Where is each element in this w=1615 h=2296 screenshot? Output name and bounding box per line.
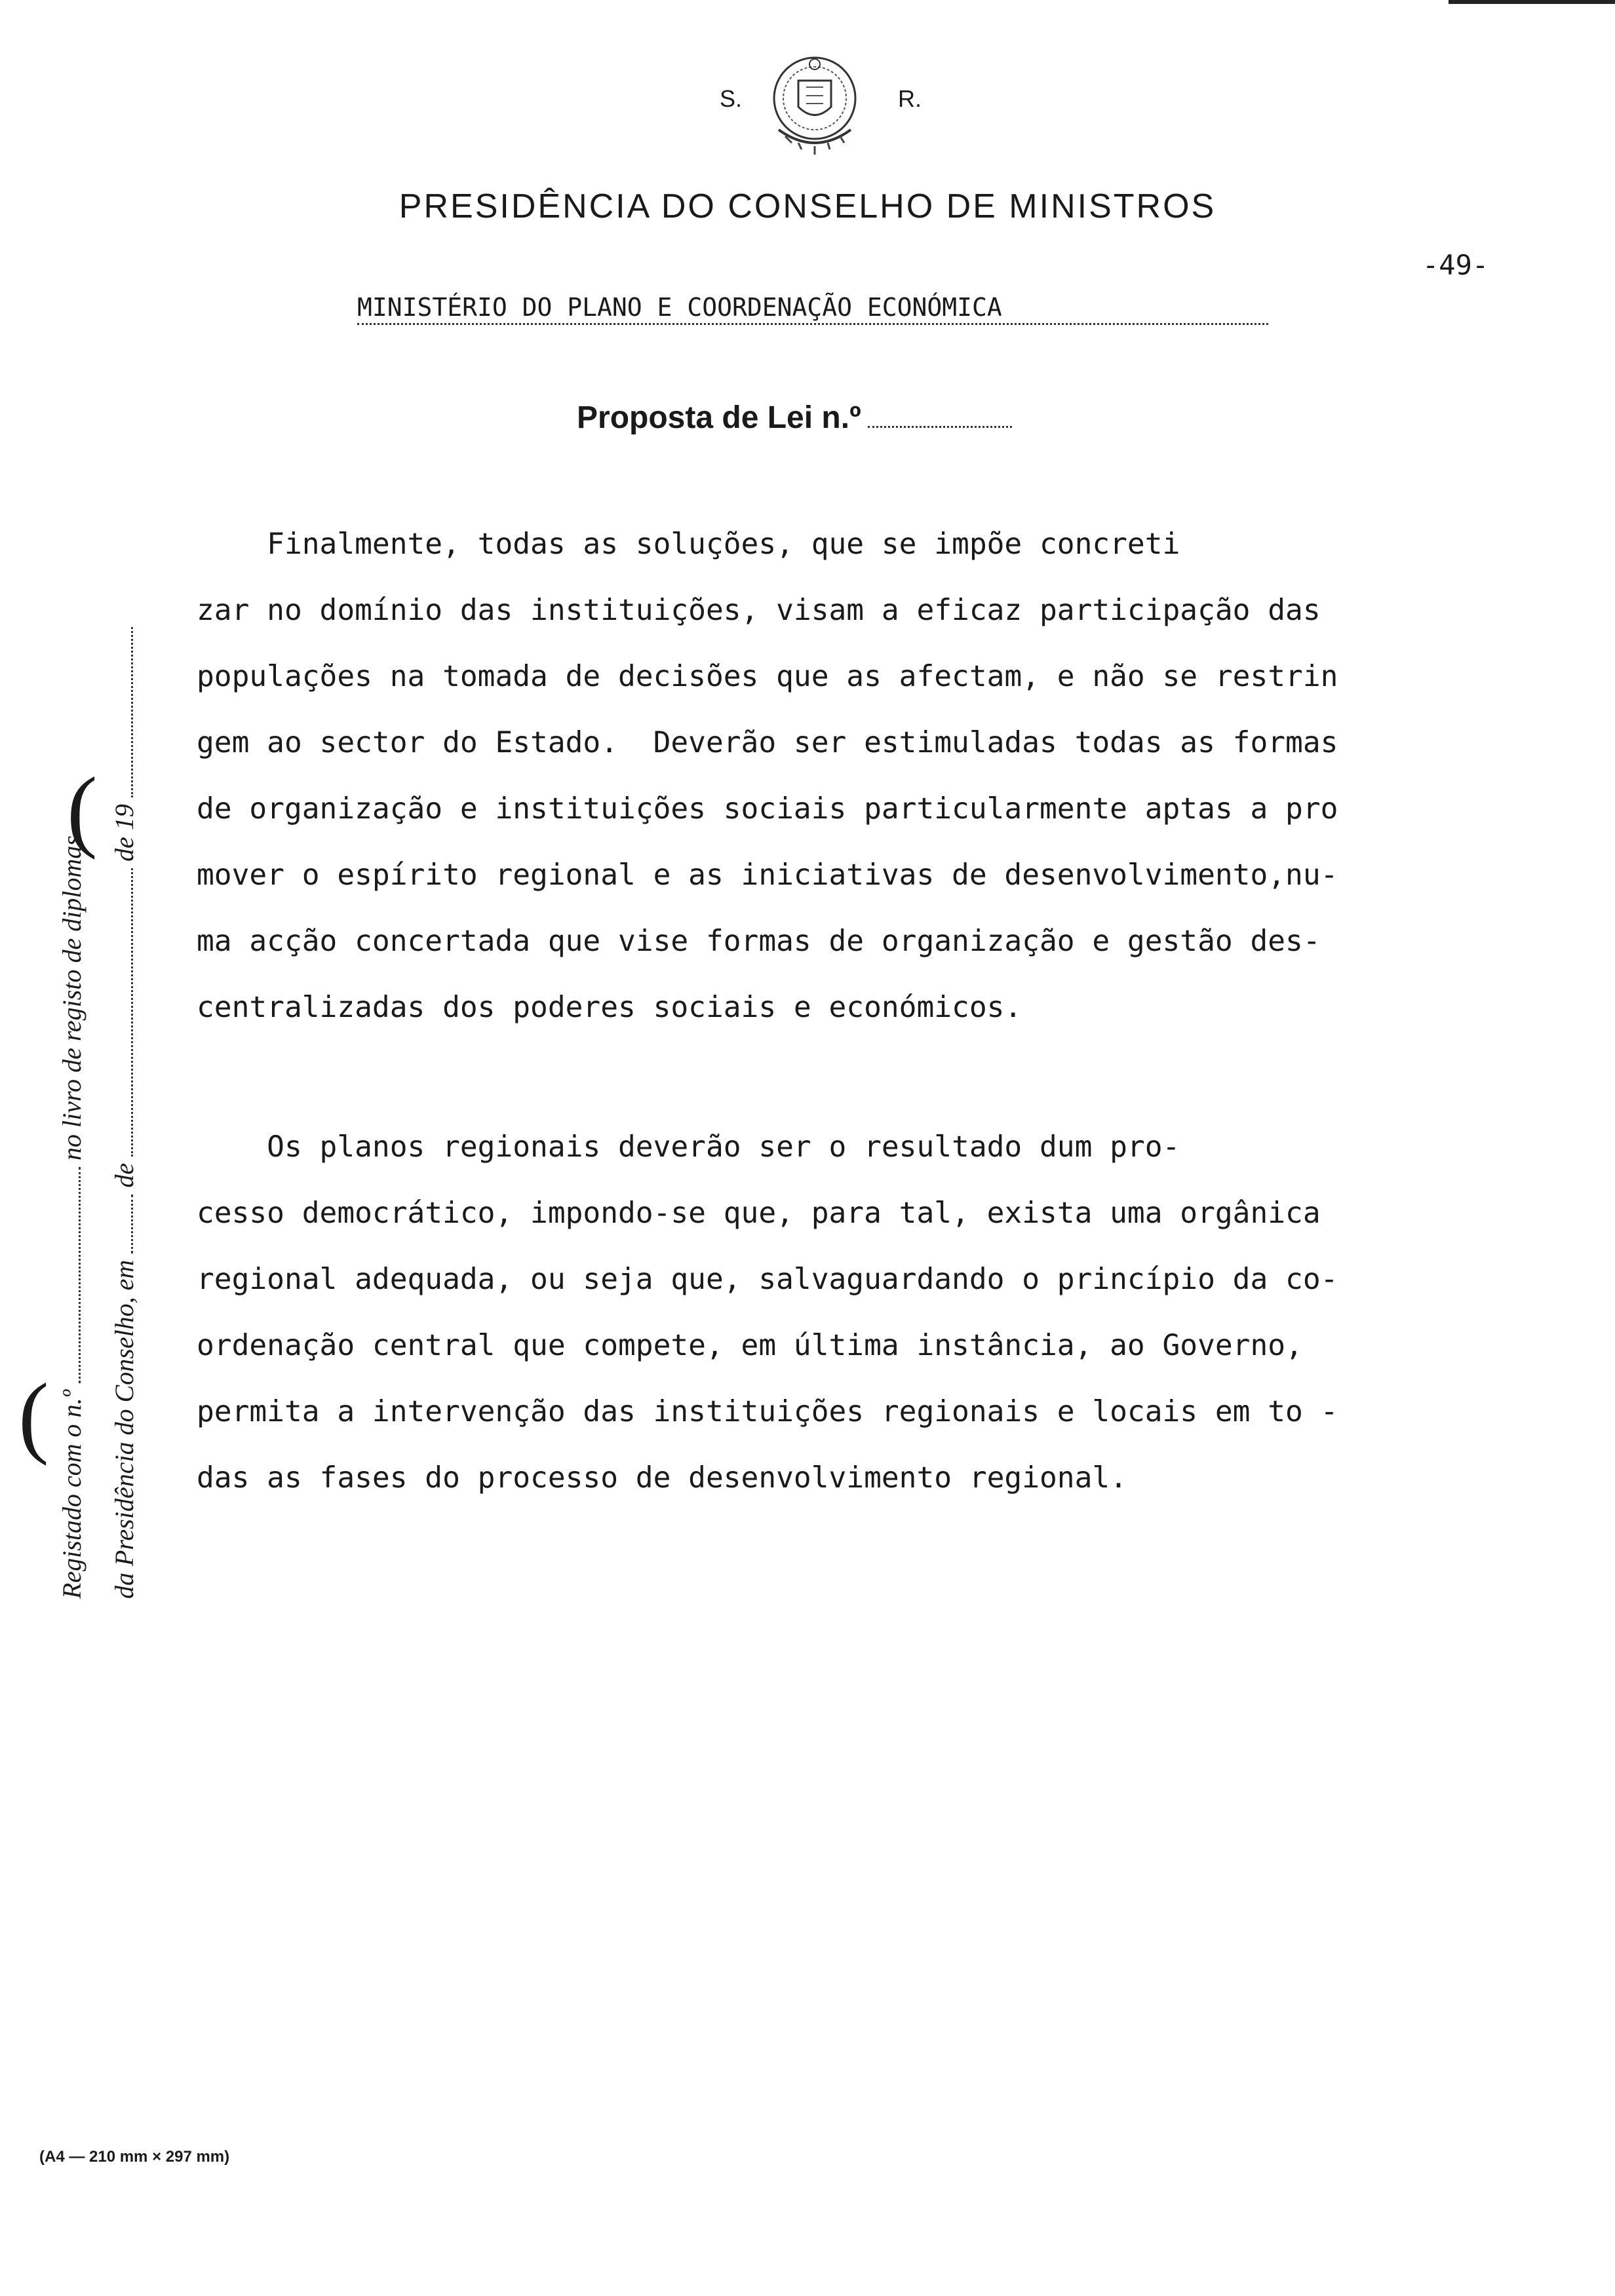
text-line: de organização e instituições sociais particularmente aptas a pro [197, 792, 1338, 826]
text-line: gem ao sector do Estado. Deverão ser estimuladas todas as formas [197, 726, 1338, 759]
text-line: populações na tomada de decisões que as afectam, e não se restrin [197, 660, 1338, 693]
month-prefix: de [109, 1162, 139, 1188]
institution-title: PRESIDÊNCIA DO CONSELHO DE MINISTROS [399, 187, 1216, 225]
top-edge-mark [1449, 0, 1615, 4]
month-blank [131, 868, 133, 1157]
text-line: regional adequada, ou seja que, salvaguardando o princípio da co- [197, 1263, 1338, 1296]
text-line: Finalmente, todas as soluções, que se impõe concreti [197, 527, 1180, 561]
text-line: zar no domínio das instituições, visam a eficaz participação das [197, 594, 1321, 627]
paragraph-2 [197, 1114, 1501, 1511]
year-blank [131, 627, 133, 797]
council-date-label: da Presidência do Conselho, em [109, 1259, 139, 1599]
text-line: das as fases do processo de desenvolvimento regional. [197, 1461, 1127, 1495]
proposal-line [577, 400, 1012, 436]
text-line: ma acção concertada que vise formas de organização e gestão des- [197, 925, 1321, 958]
sidebar-bracket-upper: ( [67, 759, 98, 860]
text-line: permita a intervenção das instituições regionais e locais em to - [197, 1395, 1338, 1428]
text-line: centralizadas dos poderes sociais e económicos. [197, 991, 1022, 1024]
header-letter-r: R. [898, 85, 922, 112]
diploma-book-label: no livro de registo de diplomas [57, 835, 87, 1160]
year-prefix: de 19 [109, 804, 139, 862]
paper-format-note: (A4 — 210 mm × 297 mm) [39, 2148, 230, 2166]
registration-number-blank [79, 1167, 81, 1383]
paragraph-1 [197, 511, 1501, 1041]
page-number: -49- [1422, 249, 1489, 281]
header-letter-s: S. [720, 85, 743, 112]
text-line: cesso democrático, impondo-se que, para tal, exista uma orgânica [197, 1196, 1321, 1230]
sidebar-row-2 [98, 627, 151, 1599]
coat-of-arms-seal-icon [766, 51, 864, 163]
registration-sidebar [46, 627, 151, 1599]
proposal-label: Proposta de Lei n.º [577, 400, 861, 435]
proposal-number-blank [868, 426, 1012, 428]
text-line: mover o espírito regional e as iniciativas de desenvolvimento,nu- [197, 858, 1338, 892]
ministry-title: MINISTÉRIO DO PLANO E COORDENAÇÃO ECONÓMICA [357, 293, 1268, 325]
text-line: Os planos regionais deverão ser o resultado dum pro- [197, 1130, 1180, 1164]
registered-label: Registado com o n.º [57, 1389, 87, 1599]
sidebar-bracket-lower: ( [18, 1365, 49, 1466]
text-line: ordenação central que compete, em última instância, ao Governo, [197, 1329, 1303, 1362]
day-blank [131, 1195, 133, 1253]
